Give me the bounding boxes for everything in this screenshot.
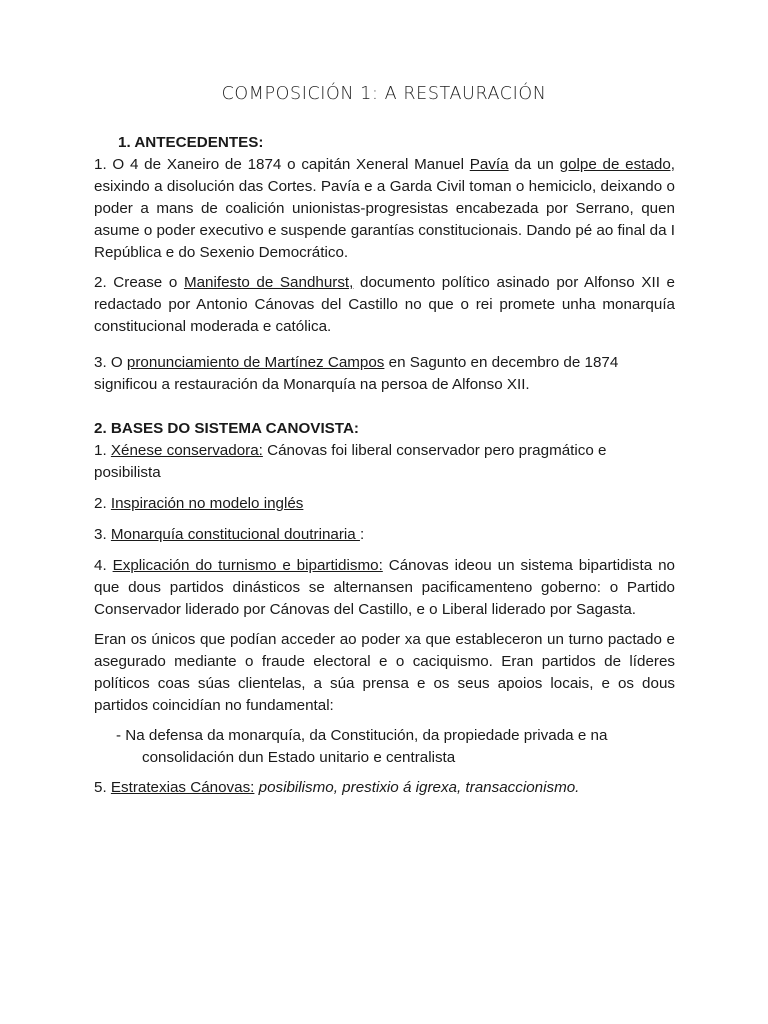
list-item-3 xyxy=(94,524,675,546)
text: 3. O xyxy=(94,354,127,371)
paragraph-turno: Eran os únicos que podían acceder ao poder xa que estableceron un turno pactado e asegurado mediante o fraude electoral e o caciquismo. Eran partidos de líderes políticos coas súas clientelas, a súa prensa e os seus apoios locais, e os dous partidos coincidían no fundamental: xyxy=(94,631,675,714)
paragraph-3 xyxy=(94,352,675,396)
underlined-term-pronunciamiento: pronunciamiento de Martínez Campos xyxy=(126,354,385,371)
document-body xyxy=(94,132,675,807)
underlined-term-pavia: Pavía xyxy=(469,156,509,173)
underlined-term-golpe: golpe de estado, xyxy=(559,156,676,173)
list-item-1 xyxy=(94,440,675,484)
section-heading-antecedentes: 1. ANTECEDENTES: xyxy=(118,134,264,151)
item-label: Inspiración no modelo inglés xyxy=(110,495,304,512)
item-number: 5. xyxy=(94,779,111,796)
text: 2. Crease o xyxy=(94,274,184,291)
bullet-item xyxy=(116,725,675,769)
item-text: : xyxy=(359,526,365,543)
item-label: Xénese conservadora: xyxy=(110,442,263,459)
item-number: 2. xyxy=(94,495,111,512)
text: da un xyxy=(508,156,560,173)
document-title: COMPOSICIÓN 1: A RESTAURACIÓN xyxy=(221,84,547,104)
item-label: Monarquía constitucional doutrinaria xyxy=(110,526,360,543)
text: en Sagunto en decembro de 1874 significou a restauración da Monarquía na persoa de Alfonso XII. xyxy=(94,354,619,393)
item-number: 4. xyxy=(94,557,113,574)
item-number: 1. xyxy=(94,442,111,459)
paragraph-2 xyxy=(94,272,675,338)
item-number: 3. xyxy=(94,526,111,543)
text: documento político asinado por Alfonso XII e redactado por Antonio Cánovas del Castillo no que o rei promete unha monarquía constitucional moderada e católica. xyxy=(94,274,675,335)
section-heading-bases: 2. BASES DO SISTEMA CANOVISTA: xyxy=(94,420,359,437)
text: esixindo a disolución das Cortes. Pavía e a Garda Civil toman o hemiciclo, deixando o poder a mans de coalición unionistas-progresistas encabezada por Serrano, quen asume o poder executivo e suspende garantías constitucionais. Dando pé ao final da I República e do Sexenio Democrático. xyxy=(94,178,675,261)
item-text: posibilismo, prestixio á igrexa, transaccionismo. xyxy=(254,779,580,796)
underlined-term-manifesto: Manifesto de Sandhurst, xyxy=(183,274,354,291)
bullet-line-1: - Na defensa da monarquía, da Constitución, da propiedade privada e na xyxy=(116,727,608,744)
bullet-line-2: consolidación dun Estado unitario e centralista xyxy=(142,749,456,766)
item-label: Explicación do turnismo e bipartidismo: xyxy=(112,557,383,574)
text: 1. O 4 de Xaneiro de 1874 o capitán Xeneral Manuel xyxy=(94,156,470,173)
item-text: Cánovas ideou un sistema bipartidista no que dous partidos dinásticos se alternansen pacificamenteno goberno: o Partido Conservador liderado por Cánovas del Castillo, e o Liberal liderado por Sagasta. xyxy=(94,557,676,618)
list-item-2 xyxy=(94,493,675,515)
item-label: Estratexias Cánovas: xyxy=(110,779,255,796)
list-item-4 xyxy=(94,555,675,621)
paragraph-1 xyxy=(94,154,675,264)
list-item-5 xyxy=(94,777,675,799)
item-text: Cánovas foi liberal conservador pero pragmático e posibilista xyxy=(94,442,607,481)
